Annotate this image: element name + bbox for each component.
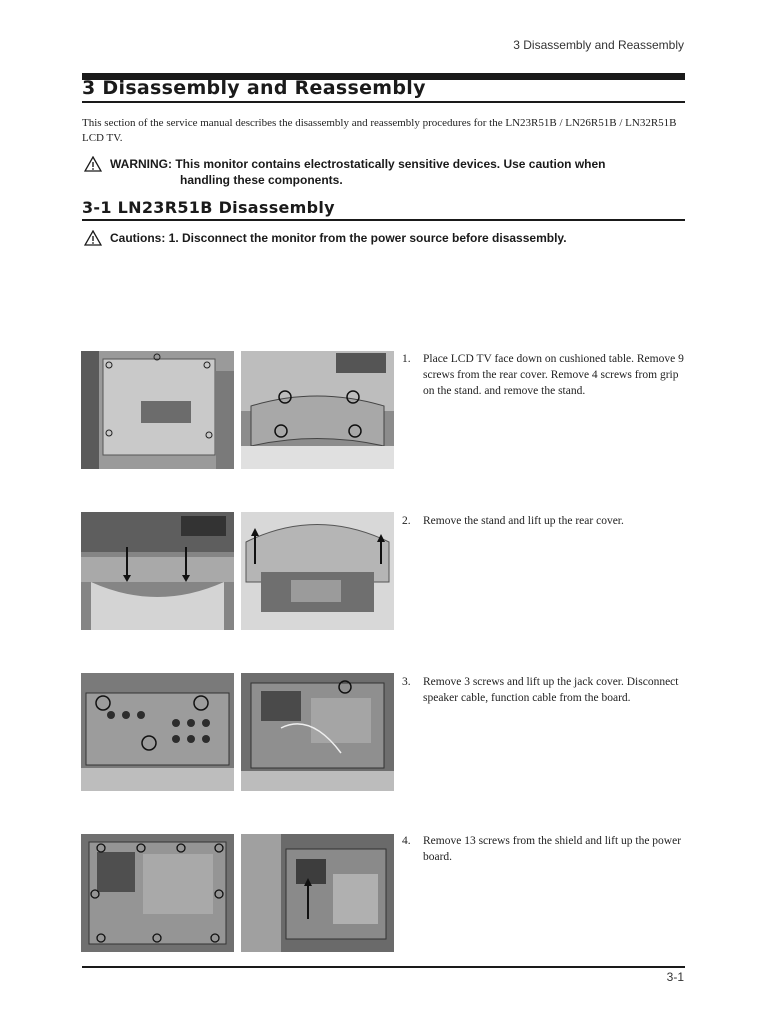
step-text: Remove 3 screws and lift up the jack cover. Disconnect speaker cable, function cable from the board. [423, 676, 679, 704]
caution-text: Cautions: 1. Disconnect the monitor from the power source before disassembly. [110, 231, 567, 245]
step1-photo-rear-cover [81, 351, 234, 469]
warning-label: WARNING: [110, 157, 172, 171]
warning-line2: handling these components. [180, 173, 343, 187]
step-3 [402, 674, 692, 706]
step3-photo-board-cables [241, 673, 394, 791]
caution-note [84, 230, 567, 246]
step-number: 2. [402, 515, 411, 527]
warning-triangle-icon [84, 156, 102, 172]
footer-rule [82, 966, 685, 968]
step-text: Remove the stand and lift up the rear cover. [423, 515, 624, 527]
step2-photo-rear-cover-lift [241, 512, 394, 630]
subsection-title: 3-1 LN23R51B Disassembly [82, 198, 335, 217]
step2-photo-stand [81, 512, 234, 630]
step-number: 1. [402, 353, 411, 365]
step-1 [402, 351, 692, 399]
step-4 [402, 833, 692, 865]
step1-photo-stand-screws [241, 351, 394, 469]
section-title: 3 Disassembly and Reassembly [82, 77, 426, 99]
step-number: 4. [402, 835, 411, 847]
intro-paragraph: This section of the service manual describes the disassembly and reassembly procedures for the LN23R51B / LN26R51B / LN32R51B LCD TV. [82, 117, 677, 144]
step3-photo-jack-cover [81, 673, 234, 791]
step4-photo-shield-screws [81, 834, 234, 952]
subsection-title-rule [82, 219, 685, 221]
step-number: 3. [402, 676, 411, 688]
step-2 [402, 513, 692, 529]
step-text: Remove 13 screws from the shield and lift up the power board. [423, 835, 682, 863]
section-title-rule [82, 101, 685, 103]
warning-triangle-icon [84, 230, 102, 246]
running-header: 3 Disassembly and Reassembly [513, 38, 684, 52]
step-text: Place LCD TV face down on cushioned table. Remove 9 screws from the rear cover. Remove 4 screws from grip on the stand. and remove the stand. [423, 353, 684, 397]
step4-photo-power-board [241, 834, 394, 952]
warning-line1: This monitor contains electrostatically sensitive devices. Use caution when [175, 157, 606, 171]
warning-note [84, 156, 680, 188]
page-number: 3-1 [666, 970, 684, 984]
